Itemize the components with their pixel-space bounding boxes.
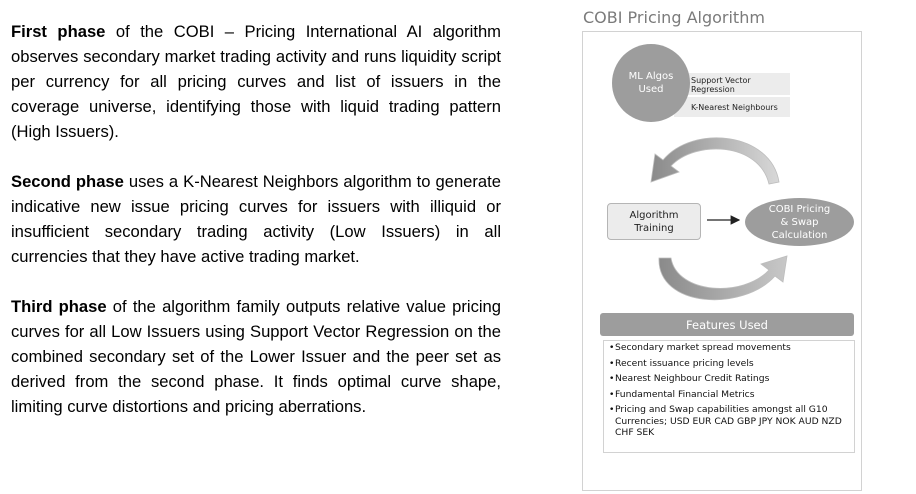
bullet-icon: •	[609, 388, 615, 400]
algo-svr	[674, 73, 790, 95]
feature-text: Pricing and Swap capabilities amongst all G10 Currencies; USD EUR CAD GBP JPY NOK AUD NZD CHF SEK	[615, 404, 842, 438]
feature-item	[609, 342, 851, 354]
phase-3-lead: Third phase	[11, 297, 107, 316]
features-header: Features Used	[600, 313, 854, 336]
feature-item	[609, 358, 851, 370]
ml-algos-circle	[612, 44, 690, 122]
features-list	[609, 342, 851, 439]
bullet-icon: •	[609, 357, 615, 369]
algorithm-training-box	[607, 203, 701, 240]
algo-svr-label	[691, 76, 751, 94]
diagram-title: COBI Pricing Algorithm	[583, 8, 765, 27]
training-line1: Algorithm	[629, 209, 679, 221]
calc-line3: Calculation	[771, 229, 828, 241]
algo-svr-line2: Regression	[691, 84, 735, 94]
phase-1-paragraph	[11, 19, 501, 144]
ml-algos-line1: ML Algos	[628, 71, 674, 82]
feature-text: Nearest Neighbour Credit Ratings	[615, 373, 770, 384]
algo-svr-line1: Support Vector	[691, 75, 751, 85]
bullet-icon: •	[609, 404, 615, 415]
phase-2-body: uses a K-Nearest Neighbors algorithm to generate indicative new issue pricing curves for issuers with illiquid or insufficient secondary trading activity (Low Issuers) in all currencies that they have active trading market.	[11, 172, 501, 266]
phase-1-lead: First phase	[11, 22, 106, 41]
phase-2-lead: Second phase	[11, 172, 124, 191]
phase-3-paragraph	[11, 294, 501, 419]
calc-line1: COBI Pricing	[768, 203, 831, 215]
algo-knn	[674, 97, 790, 117]
phase-2-paragraph	[11, 169, 501, 269]
calc-line2: & Swap	[780, 216, 819, 228]
description-text	[11, 19, 501, 444]
bullet-icon: •	[609, 342, 615, 353]
training-line2: Training	[634, 222, 674, 234]
cycle-arrow-top-icon	[651, 138, 779, 184]
feature-text: Fundamental Financial Metrics	[615, 388, 755, 400]
feature-item	[609, 389, 851, 401]
diagram-panel	[582, 31, 862, 491]
feature-item	[609, 404, 851, 439]
cycle-arrow-bottom-icon	[659, 256, 787, 300]
phase-3-body: of the algorithm family outputs relative value pricing curves for all Low Issuers using Support Vector Regression on the combined secondary set of the Lower Issuer and the peer set as derived from the second phase. It finds optimal curve shape, limiting curve distortions and pricing aberrations.	[11, 297, 502, 416]
feature-text: Secondary market spread movements	[615, 342, 791, 353]
features-list-box	[603, 340, 855, 453]
algo-knn-label: K-Nearest Neighbours	[691, 103, 778, 112]
ml-algos-line2: Used	[638, 84, 664, 95]
feature-text: Recent issuance pricing levels	[615, 357, 754, 369]
phase-1-body: of the COBI – Pricing International AI algorithm observes secondary market trading activity and runs liquidity script per currency for all pricing curves and list of issuers in the coverage universe, identifying those with liquid trading pattern (High Issuers).	[11, 22, 501, 141]
bullet-icon: •	[609, 373, 615, 384]
pricing-calculation-ellipse	[745, 198, 854, 246]
feature-item	[609, 373, 851, 385]
